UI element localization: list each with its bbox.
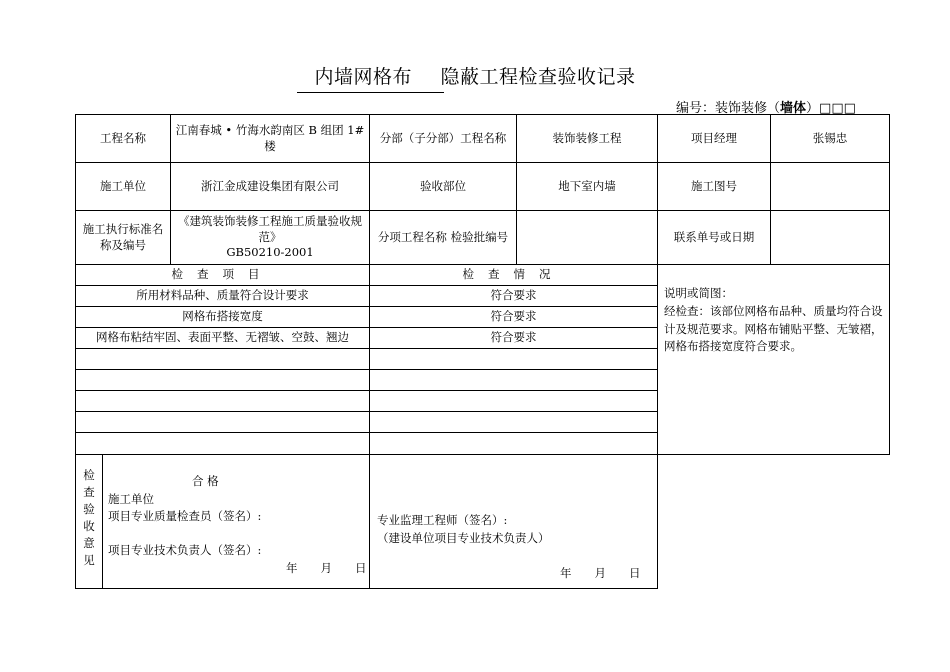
- qc-signature: 项目专业质量检查员（签名）:: [108, 509, 262, 523]
- contractor-opinion-cell[interactable]: [76, 455, 370, 589]
- check-status-header: 检查情况: [370, 265, 658, 286]
- check-items-header: 检查项目: [76, 265, 370, 286]
- project-name-value[interactable]: 江南春城 • 竹海水韵南区 B 组团 1#楼: [171, 115, 370, 163]
- date-contractor: 年 月 日: [286, 561, 367, 575]
- check-status[interactable]: [370, 433, 658, 455]
- check-item: [76, 412, 370, 433]
- title-underline: [297, 92, 444, 93]
- opinion-label: 检 查 验 收 意 见: [83, 468, 95, 567]
- location-value[interactable]: 地下室内墙: [517, 163, 658, 211]
- check-status[interactable]: 符合要求: [370, 286, 658, 307]
- drawing-value[interactable]: [771, 163, 890, 211]
- subproject-label: 分部（子分部）工程名称: [370, 115, 517, 163]
- contact-value[interactable]: [771, 211, 890, 265]
- standard-value[interactable]: [171, 211, 370, 265]
- contractor-label: 施工单位: [76, 163, 171, 211]
- check-item: [76, 370, 370, 391]
- code-tail: ）□□□: [806, 101, 856, 116]
- check-item: 网格布粘结牢固、表面平整、无褶皱、空鼓、翘边: [76, 328, 370, 349]
- remark-text: 经检查：该部位网格布品种、质量均符合设计及规范要求。网格布铺贴平整、无皱褶，网格布搭接宽度符合要求。: [664, 303, 883, 354]
- standard-name: 《建筑装饰装修工程施工质量验收规范》: [178, 214, 362, 244]
- owner-representative: （建设单位项目专业技术负责人）: [377, 531, 550, 545]
- subproject-value[interactable]: 装饰装修工程: [517, 115, 658, 163]
- standard-code: GB50210-2001: [226, 245, 314, 260]
- manager-value[interactable]: 张锡忠: [771, 115, 890, 163]
- remark-cell[interactable]: [658, 265, 890, 455]
- result-text: 合 格: [192, 474, 219, 488]
- contractor-value[interactable]: 浙江金成建设集团有限公司: [171, 163, 370, 211]
- record-table: [75, 114, 890, 589]
- check-status[interactable]: 符合要求: [370, 307, 658, 328]
- title-part2: 隐蔽工程检查验收记录: [440, 66, 636, 88]
- check-status[interactable]: [370, 412, 658, 433]
- supervisor-opinion-cell[interactable]: [370, 455, 658, 589]
- check-item: 网格布搭接宽度: [76, 307, 370, 328]
- opinion-label-cell: [76, 455, 103, 588]
- remark-title: 说明或简图：: [664, 286, 733, 300]
- check-item: [76, 391, 370, 412]
- check-status[interactable]: [370, 349, 658, 370]
- supervisor-signature: 专业监理工程师（签名）:: [377, 513, 508, 527]
- project-name-label: 工程名称: [76, 115, 171, 163]
- standard-label: 施工执行标准名称及编号: [76, 211, 171, 265]
- code-bold: 墙体: [780, 101, 807, 116]
- check-item: [76, 349, 370, 370]
- date-supervisor: 年 月 日: [560, 566, 641, 580]
- manager-label: 项目经理: [658, 115, 771, 163]
- check-item: 所用材料品种、质量符合设计要求: [76, 286, 370, 307]
- contact-label: 联系单号或日期: [658, 211, 771, 265]
- drawing-label: 施工图号: [658, 163, 771, 211]
- title-part1: 内墙网格布: [314, 66, 412, 88]
- item-batch-label: 分项工程名称 检验批编号: [370, 211, 517, 265]
- check-status[interactable]: 符合要求: [370, 328, 658, 349]
- check-status[interactable]: [370, 370, 658, 391]
- code-label: 编号：装饰装修（: [676, 101, 781, 116]
- document-title: [0, 62, 950, 89]
- contractor-unit: 施工单位: [108, 492, 154, 506]
- tech-signature: 项目专业技术负责人（签名）:: [108, 543, 262, 557]
- location-label: 验收部位: [370, 163, 517, 211]
- check-item: [76, 433, 370, 455]
- check-status[interactable]: [370, 391, 658, 412]
- item-batch-value[interactable]: [517, 211, 658, 265]
